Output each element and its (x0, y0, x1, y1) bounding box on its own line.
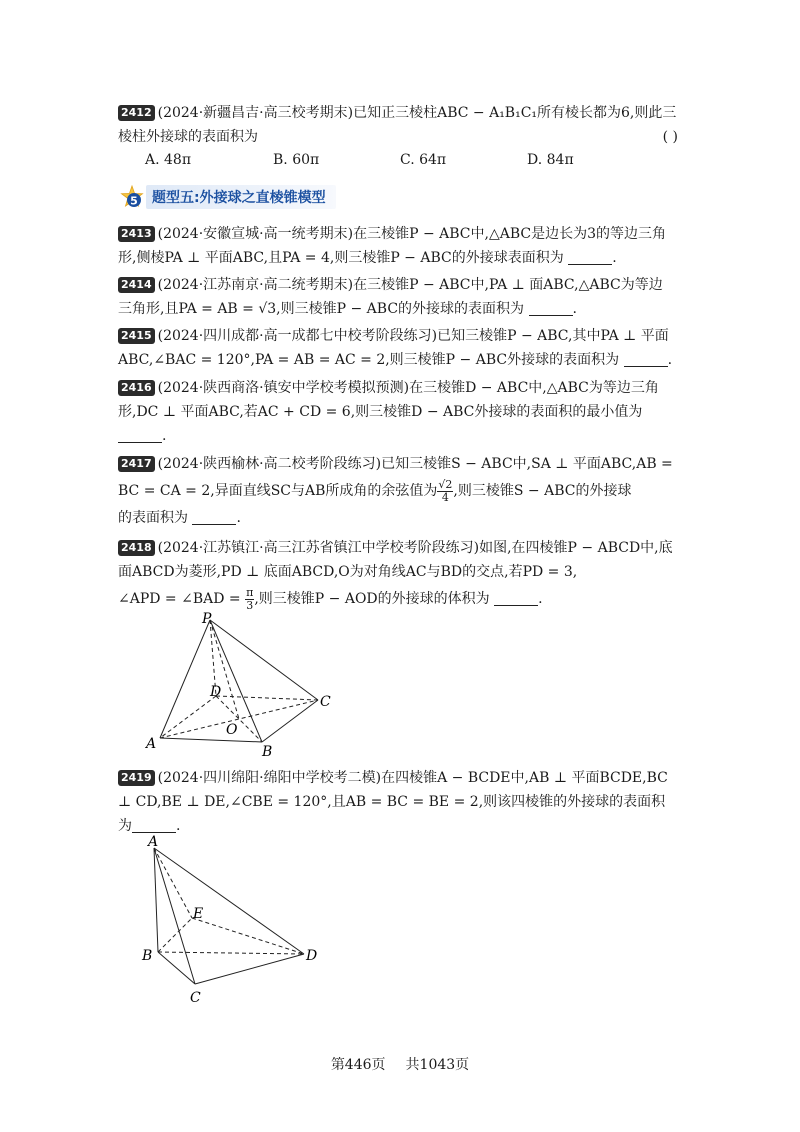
problem-source: (2024·安徽宣城·高一统考期末) (157, 226, 354, 242)
answer-blank (568, 249, 612, 265)
problem-number: 2417 (118, 456, 155, 472)
problem-line (118, 376, 678, 400)
option-b: B. 60π (273, 152, 320, 168)
label-e: E (193, 906, 204, 922)
problem-text: 在三棱锥D − ABC中,△ABC为等边三角 (409, 380, 659, 396)
edge-de (192, 918, 304, 954)
period: . (572, 301, 577, 317)
edge-pc (210, 620, 318, 700)
problem-text: ∠APD = ∠BAD = (118, 591, 241, 607)
problem-line (118, 536, 678, 560)
edge-ae (154, 848, 192, 918)
diagonal-ac (160, 700, 318, 738)
option-c: C. 64π (400, 152, 447, 168)
period: . (162, 428, 167, 444)
fraction-denominator: 3 (246, 598, 254, 612)
problem-line (118, 125, 678, 149)
fraction-numerator: π (246, 585, 254, 599)
problem-number: 2415 (118, 328, 155, 344)
problem-text: ,则三棱锥P − AOD的外接球的体积为 (254, 591, 490, 607)
problem-text: 在三棱锥P − ABC中,△ABC是边长为3的等边三角 (353, 226, 666, 242)
problem-line (118, 452, 678, 476)
label-a: A (146, 736, 157, 752)
problem-text: 在三棱锥P − ABC中,PA ⊥ 面ABC,△ABC为等边 (353, 277, 663, 293)
problem-source: (2024·陕西商洛·镇安中学校考模拟预测) (157, 380, 410, 396)
problem-source: (2024·江苏镇江·高三江苏省镇江中学校考阶段练习) (157, 540, 480, 556)
answer-blank (494, 590, 538, 606)
label-b: B (262, 744, 273, 760)
problem-source: (2024·新疆昌吉·高三校考期末) (157, 105, 354, 121)
problem-text: 已知正三棱柱ABC − A₁B₁C₁所有棱长都为6,则此三 (353, 105, 677, 121)
section-badge-number: 5 (130, 194, 138, 208)
problem-2412 (118, 101, 678, 149)
problem-text: 三角形,且PA = AB = √3,则三棱锥P − ABC的外接球的表面积为 (118, 301, 525, 317)
answer-paren: ( ) (662, 129, 678, 145)
diagonal-bd (158, 952, 304, 954)
problem-line (118, 424, 678, 448)
problem-text: ,则三棱锥S − ABC的外接球 (453, 483, 632, 499)
problem-number: 2412 (118, 105, 155, 121)
problem-text: BC = CA = 2,异面直线SC与AB所成角的余弦值为 (118, 483, 438, 499)
problem-2414 (118, 273, 678, 321)
problem-text: 棱柱外接球的表面积为 (118, 129, 258, 145)
problem-number: 2416 (118, 380, 155, 396)
problem-source: (2024·四川绵阳·绵阳中学校考二模) (157, 770, 382, 786)
period: . (236, 510, 241, 526)
problem-line (118, 222, 678, 246)
problem-text: 已知三棱锥S − ABC中,SA ⊥ 平面ABC,AB = (381, 456, 673, 472)
problem-source: (2024·四川成都·高一成都七中校考阶段练习) (157, 328, 438, 344)
problem-line (118, 324, 678, 348)
edge-ab (160, 738, 262, 742)
fraction (245, 587, 254, 612)
edge-pa (160, 620, 210, 738)
diagonal-bd (216, 696, 262, 742)
problem-2417 (118, 452, 678, 530)
problem-line (118, 400, 678, 424)
label-b: B (142, 948, 153, 964)
problem-source: (2024·陕西榆林·高二校考阶段练习) (157, 456, 382, 472)
problem-text: 形,侧棱PA ⊥ 平面ABC,且PA = 4,则三棱锥P − ABC的外接球表面积为 (118, 250, 564, 266)
problem-2416 (118, 376, 678, 448)
problem-text: 形,DC ⊥ 平面ABC,若AC + CD = 6,则三棱锥D − ABC外接球的表面积的最小值为 (118, 404, 643, 420)
problem-2413 (118, 222, 678, 270)
section-title (120, 185, 336, 209)
period: . (538, 591, 543, 607)
period: . (612, 250, 617, 266)
problem-number: 2419 (118, 770, 155, 786)
problem-text: 已知三棱锥P − ABC,其中PA ⊥ 平面 (437, 328, 669, 344)
problem-2419 (118, 766, 678, 838)
problem-text: 的表面积为 (118, 510, 188, 526)
label-d: D (210, 684, 222, 700)
label-c: C (320, 694, 331, 710)
section-title-text: 题型五:外接球之直棱锥模型 (146, 185, 336, 209)
fraction (437, 479, 453, 504)
problem-line (118, 506, 678, 530)
problem-line (118, 476, 678, 506)
problem-text: 为 (118, 818, 132, 834)
edge-ac (154, 848, 195, 984)
problem-line (118, 790, 678, 814)
page-footer (0, 1054, 800, 1074)
fraction-denominator: 4 (441, 490, 449, 504)
problem-line (118, 560, 678, 584)
problem-2415 (118, 324, 678, 372)
problem-line (118, 101, 678, 125)
label-c: C (190, 990, 201, 1006)
answer-blank (624, 351, 668, 367)
figure-pyramid-abcde (140, 830, 330, 1010)
label-d: D (306, 948, 318, 964)
problem-text: 在四棱锥A − BCDE中,AB ⊥ 平面BCDE,BC (381, 770, 668, 786)
edge-bc (158, 952, 195, 984)
problem-line (118, 273, 678, 297)
problem-text: 如图,在四棱锥P − ABCD中,底 (479, 540, 673, 556)
problem-line (118, 297, 678, 321)
edge-ad (154, 848, 304, 954)
answer-blank (192, 509, 236, 525)
edge-be (158, 918, 192, 952)
problem-text: ⊥ CD,BE ⊥ DE,∠CBE = 120°,且AB = BC = BE = 2,则该四棱锥的外接球的表面积 (118, 794, 666, 810)
problem-line (118, 766, 678, 790)
fraction-numerator: √2 (438, 477, 453, 491)
problem-number: 2414 (118, 277, 155, 293)
period: . (667, 352, 673, 368)
figure-pyramid-pabcd (140, 610, 340, 760)
option-d: D. 84π (527, 152, 574, 168)
problem-number: 2418 (118, 540, 155, 556)
total-pages: 共1043页 (405, 1057, 470, 1073)
label-p: P (202, 611, 212, 627)
problem-number: 2413 (118, 226, 155, 242)
page-number: 第446页 (330, 1057, 386, 1073)
problem-source: (2024·江苏南京·高二统考期末) (157, 277, 354, 293)
problem-2418 (118, 536, 678, 614)
problem-text: ABC,∠BAC = 120°,PA = AB = AC = 2,则三棱锥P − ABC外接球的表面积为 (118, 352, 620, 368)
period: . (176, 818, 181, 834)
star-icon (120, 185, 144, 209)
answer-blank (529, 300, 573, 316)
problem-line (118, 348, 678, 372)
edge-ab (154, 848, 158, 952)
label-a: A (148, 834, 159, 850)
edge-cd (195, 954, 304, 984)
edge-dc (216, 696, 318, 700)
problem-text: 面ABCD为菱形,PD ⊥ 底面ABCD,O为对角线AC与BD的交点,若PD = 3, (118, 564, 578, 580)
label-o: O (226, 722, 238, 738)
option-a: A. 48π (145, 152, 192, 168)
answer-blank (118, 427, 162, 443)
problem-line (118, 246, 678, 270)
section-badge (120, 185, 144, 209)
